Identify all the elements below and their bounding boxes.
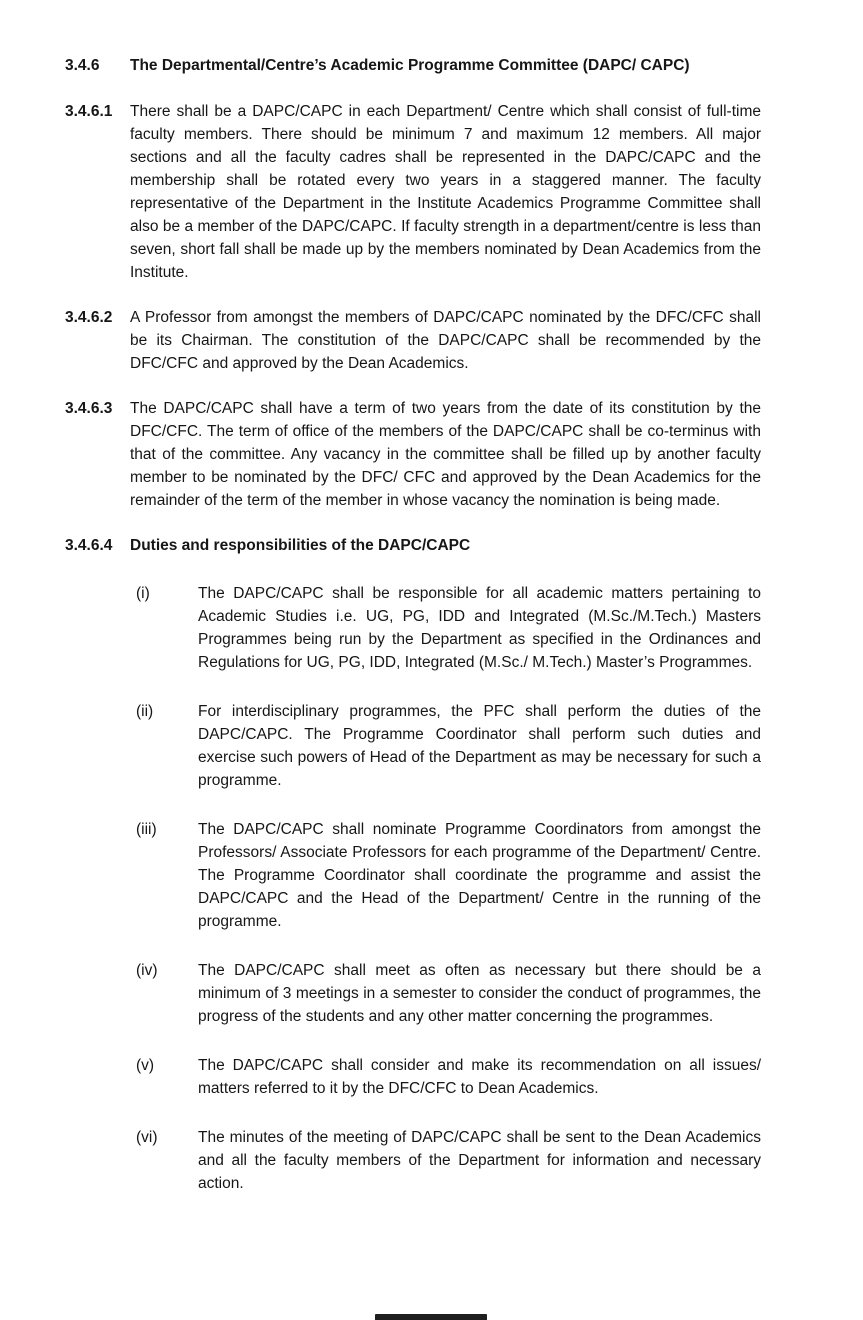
paragraph-number: 3.4.6.3 — [65, 400, 113, 417]
list-item-text: The DAPC/CAPC shall nominate Programme Coordinators from amongst the Professors/ Associate Professors for each programme of the Department/ Centre. The Programme Coordinator shall coordinate the programme and assist the DAPC/CAPC and the Head of the Department/ Centre in the running of the programme. — [198, 821, 761, 930]
section-heading-number: 3.4.6 — [65, 57, 100, 74]
list-item-marker: (iii) — [136, 821, 157, 838]
list-item-text: The DAPC/CAPC shall meet as often as necessary but there should be a minimum of 3 meetings in a semester to consider the conduct of programmes, the progress of the students and any other matter concerning the programmes. — [198, 962, 761, 1025]
list-item-marker: (i) — [136, 585, 150, 602]
section-heading-text: The Departmental/Centre’s Academic Programme Committee (DAPC/ CAPC) — [130, 57, 690, 74]
list-item-text: The DAPC/CAPC shall consider and make its recommendation on all issues/ matters referred to it by the DFC/CFC to Dean Academics. — [198, 1057, 761, 1097]
paragraph-3-4-6-3 — [65, 397, 761, 512]
section-heading — [65, 54, 761, 77]
duties-list — [136, 582, 761, 1221]
paragraph-number: 3.4.6.1 — [65, 103, 113, 120]
paragraph-text: The DAPC/CAPC shall have a term of two years from the date of its constitution by the DFC/CFC. The term of office of the members of the DAPC/CAPC shall be co-terminus with that of the committee. Any vacancy in the committee shall be filled up by another faculty member to be nominated by the DFC/ CFC and approved by the Dean Academics for the remainder of the term of the member in whose vacancy the nomination is being made. — [130, 400, 761, 509]
list-item-marker: (iv) — [136, 962, 158, 979]
paragraph-3-4-6-1 — [65, 100, 761, 284]
list-item-vi — [136, 1126, 761, 1195]
subsection-heading-number: 3.4.6.4 — [65, 537, 113, 554]
paragraph-text: There shall be a DAPC/CAPC in each Department/ Centre which shall consist of full-time faculty members. There should be minimum 7 and maximum 12 members. All major sections and all the faculty cadres shall be represented in the DAPC/CAPC and the membership shall be rotated every two years in a staggered manner. The faculty representative of the Department in the Institute Academics Programme Committee shall also be a member of the DAPC/CAPC. If faculty strength in a department/centre is less than seven, short fall shall be made up by the members nominated by Dean Academics from the Institute. — [130, 103, 761, 281]
subsection-heading — [65, 534, 761, 557]
list-item-marker: (v) — [136, 1057, 155, 1074]
list-item-marker: (ii) — [136, 703, 154, 720]
list-item-v — [136, 1054, 761, 1100]
paragraph-text: A Professor from amongst the members of DAPC/CAPC nominated by the DFC/CFC shall be its Chairman. The constitution of the DAPC/CAPC shall be recommended by the DFC/CFC and approved by the Dean Academics. — [130, 309, 761, 372]
subsection-heading-text: Duties and responsibilities of the DAPC/CAPC — [130, 537, 471, 554]
list-item-text: The DAPC/CAPC shall be responsible for all academic matters pertaining to Academic Studies i.e. UG, PG, IDD and Integrated (M.Sc./M.Tech.) Masters Programmes being run by the Department as specified in the Ordinances and Regulations for UG, PG, IDD, Integrated (M.Sc./ M.Tech.) Master’s Programmes. — [198, 585, 761, 671]
duties-list-wrapper — [65, 582, 761, 1221]
paragraph-number: 3.4.6.2 — [65, 309, 113, 326]
list-item-i — [136, 582, 761, 674]
list-item-iv — [136, 959, 761, 1028]
list-item-marker: (vi) — [136, 1129, 158, 1146]
list-item-text: For interdisciplinary programmes, the PFC shall perform the duties of the DAPC/CAPC. The Programme Coordinator shall perform such duties and exercise such powers of Head of the Department as may be necessary for such a programme. — [198, 703, 761, 789]
paragraph-3-4-6-2 — [65, 306, 761, 375]
list-item-ii — [136, 700, 761, 792]
list-item-iii — [136, 818, 761, 933]
page-bottom-mark — [375, 1314, 487, 1320]
list-item-text: The minutes of the meeting of DAPC/CAPC shall be sent to the Dean Academics and all the faculty members of the Department for information and necessary action. — [198, 1129, 761, 1192]
